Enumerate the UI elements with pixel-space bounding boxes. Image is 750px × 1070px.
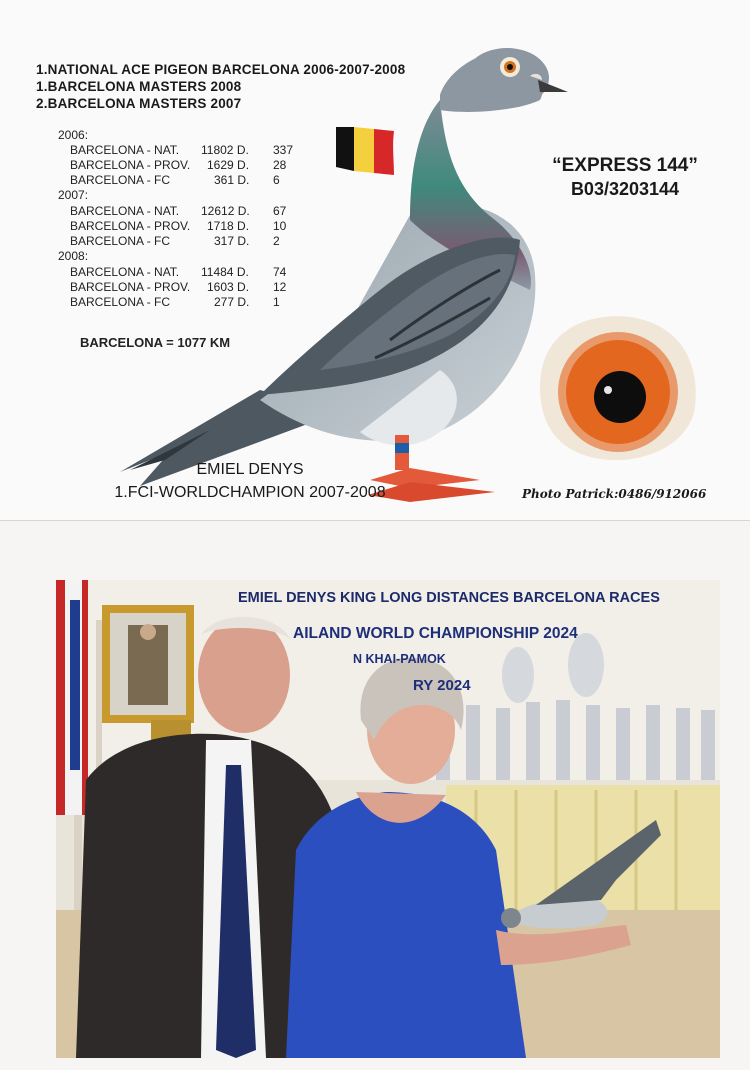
pigeon-card: 1.NATIONAL ACE PIGEON BARCELONA 2006-2007-2008 1.BARCELONA MASTERS 2008 2.BARCELONA MASTERS 2007 2006: BARCELONA - NAT. 11802 D. 337 BARCELONA - PROV. 1629 D. 28 BARCELONA - FC 361 D. 6 2007: BARCELONA - NAT. 12612 D. 67 BARCELONA - PROV. 1718 D. 10 BARCELONA - FC 317 D. 2 2008: BARCELONA - NAT. 11484 D. 74 BARCELONA - PROV. 1603 D. 12 BARCELONA - FC 277 D. 1 BARCELONA = 1077 KM “EXPRESS 144” B03/3203144 EMIEL DENYS 1.FCI-WORLDCHAMPION 2007-2008 Photo Patrick:0486/912066 xyxy=(0,0,750,521)
belgium-flag-icon xyxy=(334,125,396,177)
award-title: 1.FCI-WORLDCHAMPION 2007-2008 xyxy=(114,484,386,501)
headline-national-ace: 1.NATIONAL ACE PIGEON BARCELONA 2006-2007-2008 xyxy=(36,62,406,77)
pigeon-illustration xyxy=(110,40,580,515)
pigeon-eye-closeup xyxy=(530,312,702,462)
owner-name: EMIEL DENYS xyxy=(196,461,304,478)
headline-masters-2007: 2.BARCELONA MASTERS 2007 xyxy=(36,96,242,111)
year-label-2007: 2007: xyxy=(58,188,89,202)
photo-banner-line1: EMIEL DENYS KING LONG DISTANCES BARCELONA RACES xyxy=(238,590,660,606)
bird-name: “EXPRESS 144” xyxy=(552,155,698,176)
photo-banner-line4: RY 2024 xyxy=(413,677,471,694)
photo-banner-line2: AILAND WORLD CHAMPIONSHIP 2024 xyxy=(293,625,578,642)
thai-flag-icon xyxy=(56,580,88,815)
year-label-2008: 2008: xyxy=(58,249,89,263)
year-label-2006: 2006: xyxy=(58,128,89,142)
headline-masters-2008: 1.BARCELONA MASTERS 2008 xyxy=(36,79,242,94)
ring-number: B03/3203144 xyxy=(570,179,680,199)
ceremony-photo xyxy=(56,580,720,1058)
photo-banner-line3: N KHAI-PAMOK xyxy=(353,652,446,666)
distance-note: BARCELONA = 1077 KM xyxy=(80,335,231,350)
photo-credit: Photo Patrick:0486/912066 xyxy=(522,487,707,501)
